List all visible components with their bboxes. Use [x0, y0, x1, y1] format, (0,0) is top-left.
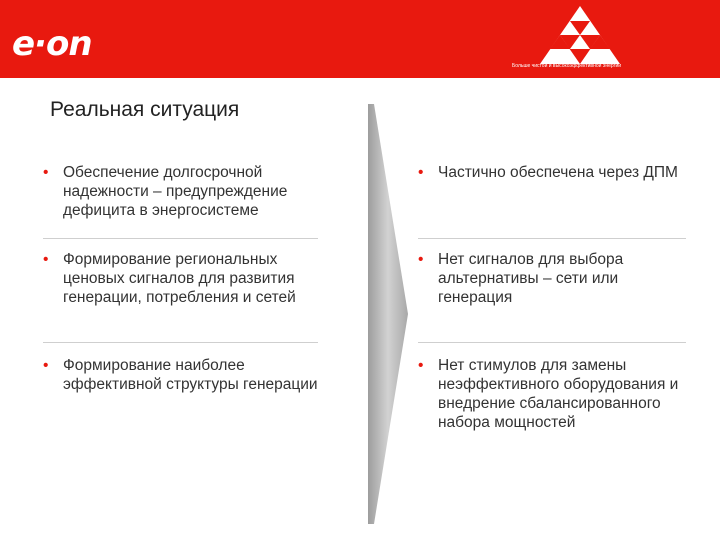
left-item-3: [43, 356, 343, 394]
eon-logo: e·on: [12, 24, 92, 64]
right-item-3: [418, 356, 688, 432]
bullet: •: [418, 164, 424, 181]
left-separator-1: [43, 238, 318, 239]
arrow-divider-icon: [362, 104, 408, 524]
left-separator-2: [43, 342, 318, 343]
right-item-1: [418, 163, 688, 182]
left-item-3-text: Формирование наиболее эффективной структуры генерации: [63, 357, 318, 393]
left-item-2: [43, 250, 343, 307]
bullet: •: [418, 251, 424, 268]
tagline: Больше чистой и высокоэффективной энергии: [512, 63, 622, 69]
left-item-1: [43, 163, 343, 220]
right-item-1-text: Частично обеспечена через ДПМ: [438, 164, 678, 181]
header-bar: [0, 0, 720, 78]
bullet: •: [43, 164, 49, 181]
bullet: •: [43, 251, 49, 268]
right-item-2: [418, 250, 688, 307]
left-item-1-text: Обеспечение долгосрочной надежности – предупреждение дефицита в энергосистеме: [63, 164, 288, 219]
bullet: •: [418, 357, 424, 374]
left-item-2-text: Формирование региональных ценовых сигналов для развития генерации, потребления и сетей: [63, 251, 296, 306]
slide-title: Реальная ситуация: [50, 98, 240, 121]
right-separator-2: [418, 342, 686, 343]
right-separator-1: [418, 238, 686, 239]
right-item-2-text: Нет сигналов для выбора альтернативы – сети или генерация: [438, 251, 624, 306]
bullet: •: [43, 357, 49, 374]
triangle-emblem-icon: [538, 4, 622, 66]
right-item-3-text: Нет стимулов для замены неэффективного оборудования и внедрение сбалансированного набора мощностей: [438, 357, 679, 431]
